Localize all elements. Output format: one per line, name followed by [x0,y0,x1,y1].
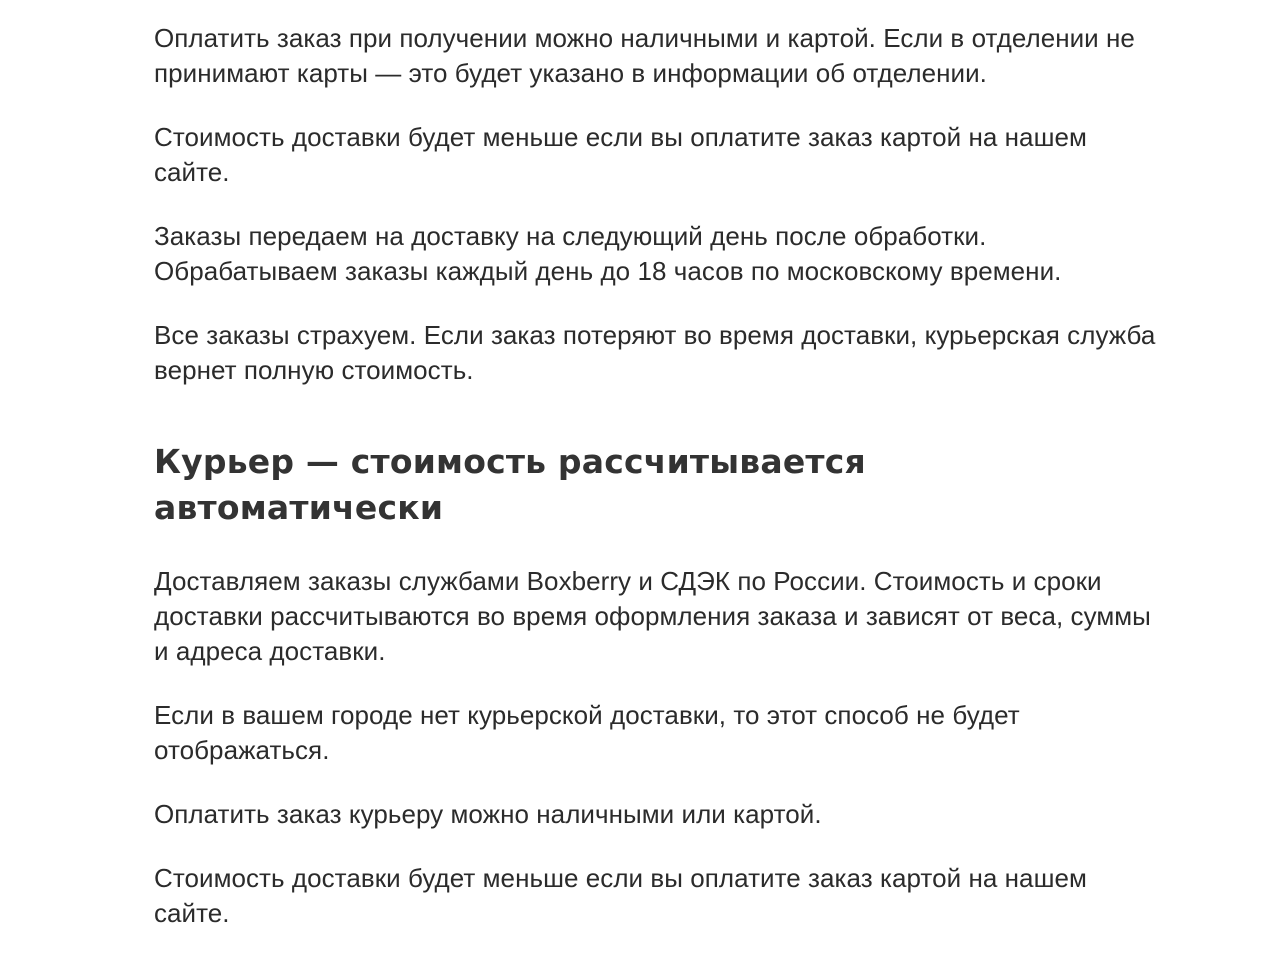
card-discount-paragraph: Стоимость доставки будет меньше если вы оплатите заказ картой на нашем сайте. [154,122,1087,187]
courier-card-discount-paragraph: Стоимость доставки будет меньше если вы оплатите заказ картой на нашем сайте. [154,863,1087,928]
payment-on-receipt-paragraph: Оплатить заказ при получении можно наличными и картой. Если в отделении не принимают карты — это будет указано в информации об отделении. [154,23,1135,88]
courier-availability-paragraph: Если в вашем городе нет курьерской доставки, то этот способ не будет отображаться. [154,700,1020,765]
insurance-paragraph: Все заказы страхуем. Если заказ потеряют во время доставки, курьерская служба вернет полную стоимость. [154,320,1156,385]
courier-services-paragraph: Доставляем заказы службами Boxberry и СДЭК по России. Стоимость и сроки доставки рассчитываются во время оформления заказа и зависят от веса, суммы и адреса доставки. [154,566,1151,666]
courier-payment-paragraph: Оплатить заказ курьеру можно наличными или картой. [154,799,822,829]
courier-section [154,439,1164,931]
delivery-info-content [154,21,1164,960]
processing-schedule-paragraph: Заказы передаем на доставку на следующий день после обработки. Обрабатываем заказы каждый день до 18 часов по московскому времени. [154,221,1062,286]
courier-section-heading: Курьер — стоимость рассчитывается автоматически [154,442,866,527]
